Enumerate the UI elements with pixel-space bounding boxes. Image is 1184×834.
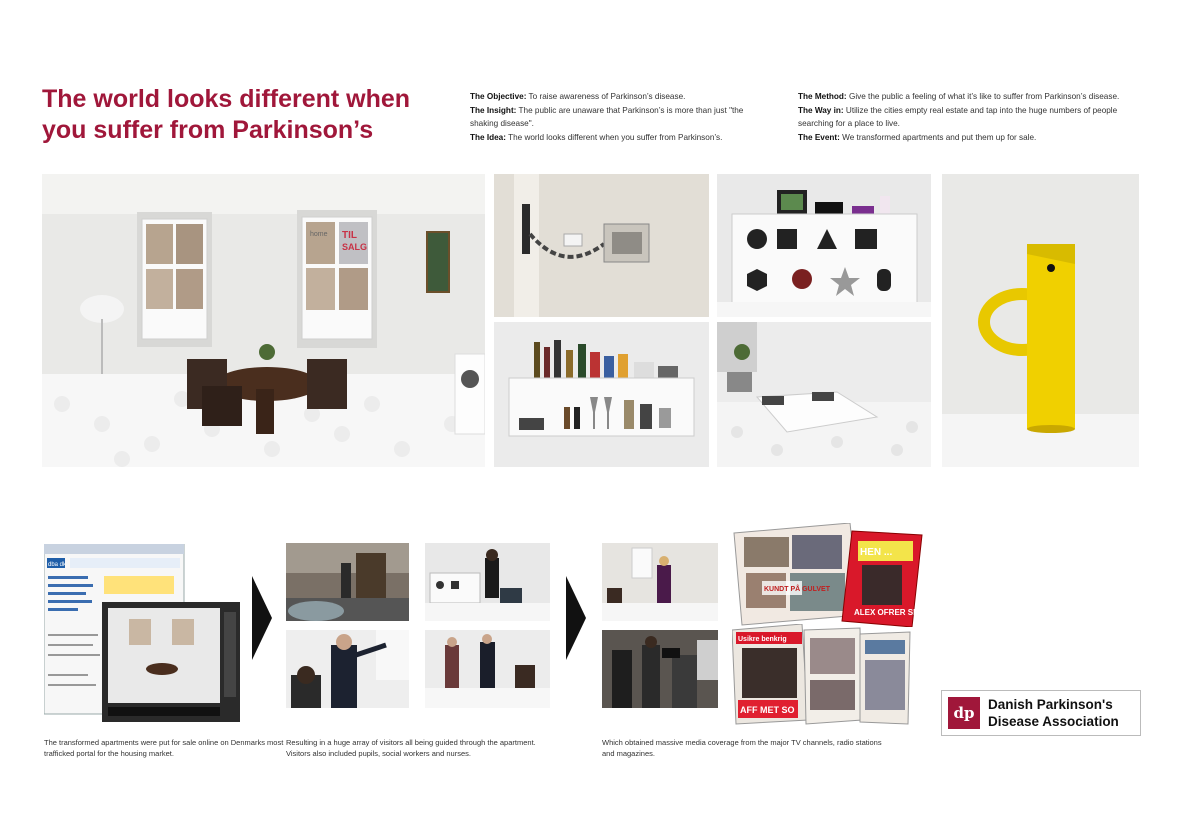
brief-objective-label: The Objective: [470,92,527,101]
arrow-right-icon [252,576,272,660]
brief-idea [470,131,770,145]
brief-objective-text: To raise awareness of Parkinson’s disease. [526,92,686,101]
arrow-right-icon [566,576,586,660]
bedroom-photo [717,322,931,467]
window-sign-2: SALG [342,242,368,252]
brief-right [798,90,1148,144]
brief-way-in-text: Utilize the cities empty real estate and tap into the huge numbers of people searching for a place to live. [798,105,1118,128]
clipping-headline-1: KUNDT PÅ GULVET [764,586,830,593]
visitors-photo-guide [286,630,409,708]
brief-insight-text: The public are unaware that Parkinson’s is more than just "the shaking disease". [470,105,744,128]
headline [42,84,452,146]
media-photo-presenter [602,543,718,621]
door-chain-photo [494,174,709,317]
website-screenshot [44,544,240,724]
window-sign-1: TIL [342,230,357,241]
headline-line-1: The world looks different when [42,85,411,113]
caption-media: Which obtained massive media coverage from the major TV channels, radio stations and magazines. [602,738,882,758]
association-logo [941,690,1141,736]
logo-mark: dp [948,697,980,729]
newspaper-clippings-top [732,523,924,627]
window-sign-3: home [310,231,328,238]
logo-line-2: Disease Association [988,714,1119,729]
visitors-photo-entrance [286,543,409,621]
newspaper-clippings-bottom [732,624,912,728]
kitchen-shelf-photo [494,322,709,467]
clipping-headline-5: AFF MET SO [740,705,795,715]
brief-method-text: Give the public a feeling of what it’s like to suffer from Parkinson’s disease. [846,92,1120,101]
caption-visitors: Resulting in a huge array of visitors all being guided through the apartment. Visitors also included pupils, social workers and nurses. [286,738,536,758]
brief-event-label: The Event: [798,132,840,142]
brief-event [798,131,1148,145]
visitors-photo-cabinet [425,543,550,621]
yellow-jug-photo [942,174,1139,467]
logo-line-1: Danish Parkinson's [988,697,1113,712]
media-photo-crew [602,630,718,708]
brief-idea-text: The world looks different when you suffer from Parkinson’s. [505,132,723,142]
brief-idea-label: The Idea: [470,132,506,142]
clipping-headline-4: Usikre benkrig [738,636,787,643]
brief-left [470,90,770,144]
brief-method-label: The Method: [798,92,847,101]
logo-text [988,696,1119,730]
brief-way-in-label: The Way in: [798,105,844,115]
brief-event-text: We transformed apartments and put them up for sale. [839,132,1037,142]
caption-website: The transformed apartments were put for sale online on Denmarks most trafficked portal for the housing market. [44,738,284,758]
clipping-headline-2: HEN ... [860,547,893,558]
brief-insight-label: The Insight: [470,105,517,115]
website-logo: dba dk [48,562,67,568]
brief-method [798,90,1148,104]
clipping-headline-3: ALEX OFRER SIG [854,608,922,617]
headline-line-2: you suffer from Parkinson’s [42,116,374,144]
brief-objective [470,90,770,104]
brief-way-in [798,104,1148,131]
shape-cabinet-photo [717,174,931,317]
brief-insight [470,104,770,131]
living-room-photo [42,174,485,467]
visitors-photo-room [425,630,550,708]
